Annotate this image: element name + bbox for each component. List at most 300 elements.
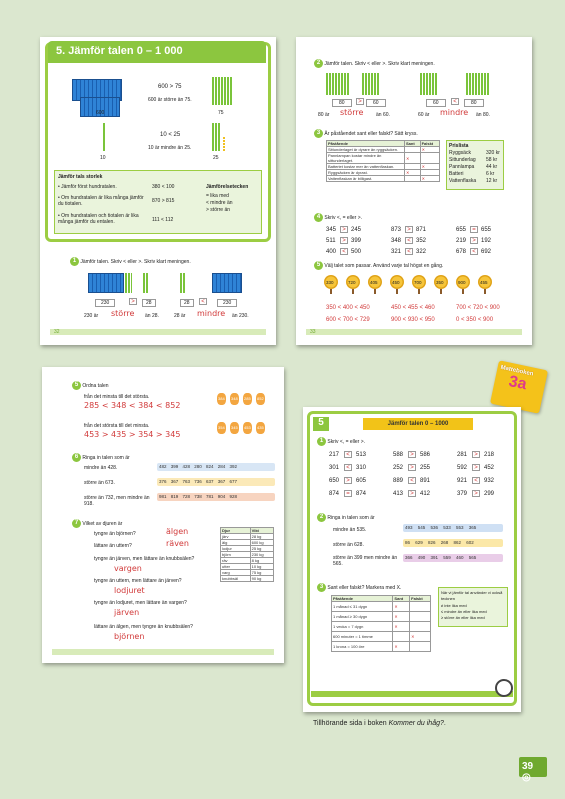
subtask: större än 399 men mindre än 565.	[333, 555, 398, 567]
subtask: tyngre än björnen?	[94, 531, 136, 537]
animal-weight: 75 kg	[250, 570, 273, 576]
checkbox-false[interactable]	[410, 642, 431, 652]
exercise-text: Ringa in talen som är	[327, 514, 375, 521]
price-value: 44 kr	[486, 164, 498, 170]
exercise-text: Jämför talen. Skriv < eller >. Skriv klart meningen.	[80, 258, 191, 265]
number-row: 981 819 728 738 781 904 928	[157, 493, 275, 501]
number-card: 348	[230, 393, 239, 405]
checkbox-true[interactable]: ✕	[393, 602, 410, 612]
comparison-sign-box: >	[344, 477, 352, 484]
comparison-sign-box: >	[356, 98, 364, 105]
checkbox-true[interactable]: ✕	[393, 612, 410, 622]
tens-rods	[466, 73, 490, 95]
subtask: mindre än 428.	[84, 465, 118, 471]
number-box: 28	[180, 299, 194, 307]
table-row	[332, 642, 431, 652]
table-row	[327, 176, 440, 182]
exercise-7	[72, 519, 122, 528]
exercise-number: 2	[314, 59, 323, 68]
table-row	[327, 153, 440, 164]
page-number-text: 39	[522, 761, 534, 772]
table-row	[221, 576, 274, 582]
subtask: större än 732, men mindre än 918.	[84, 495, 150, 507]
number-left: 400	[326, 249, 337, 255]
comparison-sign-box: >	[472, 451, 480, 458]
worksheet-page-33	[296, 37, 532, 345]
animal-name: varg	[221, 570, 251, 576]
hint-line: När vi jämför tal använder vi också tecknen	[441, 590, 503, 601]
info-example: 380 < 100	[152, 184, 175, 190]
price-value: 12 kr	[486, 178, 498, 184]
col-header: Falskt	[410, 596, 431, 602]
number-right: 692	[481, 249, 492, 255]
checkbox-false[interactable]: ✕	[420, 176, 439, 182]
animal-name: utter	[221, 564, 251, 570]
subtask: från det minsta till det största.	[84, 394, 150, 400]
comparison: 600 > 75	[158, 84, 182, 90]
comparison-sign-box: <	[451, 98, 459, 105]
comparison-sign-box: <	[344, 464, 352, 471]
number-right: 255	[420, 465, 431, 471]
page-footer	[306, 329, 522, 335]
worksheet-page-32	[40, 37, 276, 345]
checkbox-false[interactable]	[410, 622, 431, 632]
price-item: Ryggsäck	[449, 150, 471, 156]
table-row	[327, 164, 440, 170]
exercise-6	[72, 453, 130, 462]
textbook-cover	[490, 360, 548, 413]
caption	[313, 720, 446, 727]
exercise-3	[314, 129, 418, 138]
comparison-sign-box: >	[472, 490, 480, 497]
comparison-sign-box: <	[340, 248, 348, 255]
exercise-number: 1	[70, 257, 79, 266]
number-left: 301	[329, 465, 340, 471]
worksheet-page-practice	[42, 367, 284, 663]
comparison-sign-box: <	[470, 248, 478, 255]
number-left: 592	[457, 465, 468, 471]
tree-trunk-icon	[440, 289, 442, 294]
answer-line: 600 < 700 < 729	[326, 317, 370, 323]
animal-weight: 600 kg	[250, 540, 273, 546]
subtask: tyngre än järven, men lättare än knubbsälen?	[94, 556, 195, 562]
number-box: 80	[464, 99, 484, 107]
col-header: Djur	[221, 528, 251, 534]
number-right: 500	[351, 249, 362, 255]
subtask: lättare än uttern?	[94, 543, 132, 549]
tens-rods	[143, 273, 148, 293]
handwritten-answer: älgen	[166, 527, 189, 536]
table-row	[332, 602, 431, 612]
statement: 1 krona = 100 öre	[332, 642, 393, 652]
checkbox-true[interactable]	[393, 632, 410, 642]
number-left: 379	[457, 491, 468, 497]
exercise-text: Vilket av djuren är	[82, 520, 123, 527]
number-left: 413	[393, 491, 404, 497]
exercise-text: Sant eller falskt? Markera med X.	[327, 584, 402, 591]
checkbox-true[interactable]: ✕	[393, 622, 410, 632]
statement: Batteriet kostar mer än vattenflaskan.	[327, 164, 405, 170]
exercise-text: Skriv <, = eller >.	[327, 438, 366, 445]
number-card: 852	[256, 393, 265, 405]
comparison-sign-box: >	[405, 226, 413, 233]
tens-rods	[125, 273, 132, 293]
number-right: 874	[356, 491, 367, 497]
page-corner-icon: ◎	[522, 772, 531, 783]
comparison-sign-box: <	[199, 298, 207, 305]
ones-cubes	[223, 137, 225, 151]
comparison-sign-box: <	[472, 477, 480, 484]
comparison-sign-box: <	[344, 451, 352, 458]
comparison-sign-box: >	[340, 226, 348, 233]
tree-number: 720	[348, 280, 356, 285]
book-title: Matteboken	[499, 364, 534, 378]
tens-rods	[180, 273, 185, 293]
number-label: 10	[100, 155, 106, 161]
statement: 1 månad ≥ 30 dygn	[332, 612, 393, 622]
hint-line: ≥ större än eller lika med	[441, 615, 485, 620]
statement: Sittunderlaget är dyrare än ryggsäcken.	[327, 147, 405, 153]
number-left: 874	[329, 491, 340, 497]
sign-line: = lika med	[206, 193, 229, 199]
answer-line: 900 < 930 < 950	[391, 317, 435, 323]
handwritten-answer: större	[340, 108, 364, 117]
comparison-sentence: 10 är mindre än 25.	[148, 145, 192, 151]
section-tag: 5	[313, 417, 329, 431]
number-right: 245	[351, 227, 362, 233]
number-card: 453	[243, 422, 252, 434]
handwritten-answer: vargen	[114, 564, 142, 573]
number-right: 310	[356, 465, 367, 471]
exercise-number: 4	[314, 213, 323, 222]
comparison-sign-box: =	[344, 490, 352, 497]
page-footer	[311, 691, 513, 697]
number-label: 75	[218, 110, 224, 116]
animal-weight: 10 kg	[250, 564, 273, 570]
info-example: 870 > 815	[152, 198, 175, 204]
handwritten-answer: lodjuret	[114, 586, 145, 595]
number-box: 28	[142, 299, 156, 307]
tree-number: 900	[458, 280, 466, 285]
animal-name: knubbsäl	[221, 576, 251, 582]
number-card: 345	[230, 422, 239, 434]
statement: Vattenflaskan är billigast.	[327, 176, 405, 182]
number-right: 322	[416, 249, 427, 255]
tens-rods	[103, 123, 106, 151]
number-right: 586	[420, 452, 431, 458]
exercise-text: Välj talet som passar. Använd varje tal högst en gång.	[324, 262, 444, 269]
animal-name: räv	[221, 558, 251, 564]
comparison-sign-box: <	[408, 477, 416, 484]
comparison-sign-box: <	[405, 248, 413, 255]
checkbox-false[interactable]	[410, 602, 431, 612]
statement: 600 minuter = 1 timme	[332, 632, 393, 642]
table-row	[332, 612, 431, 622]
subtask: lättare än älgen, men tyngre än knubbsälen?	[94, 624, 193, 630]
comparison-sign-box: <	[405, 237, 413, 244]
number-right: 412	[420, 491, 431, 497]
handwritten-answer: björnen	[114, 632, 145, 641]
comparison-sign-box: >	[472, 464, 480, 471]
checkbox-false[interactable]	[410, 612, 431, 622]
sentence-prefix: 80 är	[318, 112, 330, 118]
number-row: 366 490 391 559 460 565	[403, 554, 503, 562]
table-row	[327, 147, 440, 153]
exercise-number: 3	[317, 583, 326, 592]
checkbox-false[interactable]	[420, 153, 439, 164]
number-left: 217	[329, 452, 340, 458]
exercise-text: Är påståendet sant eller falskt? Sätt kryss.	[324, 130, 418, 137]
tens-rods	[420, 73, 438, 95]
caption-book-title: Kommer du ihåg?	[388, 720, 444, 727]
checkbox-true[interactable]: ✕	[405, 153, 421, 164]
exercise-number: 1	[317, 437, 326, 446]
number-left: 655	[456, 227, 467, 233]
number-right: 299	[484, 491, 495, 497]
tree-trunk-icon	[396, 289, 398, 294]
page-tag: 32	[54, 329, 60, 335]
sentence-prefix: 230 är	[84, 313, 99, 319]
tens-rods	[326, 73, 350, 95]
caption-text: Tillhörande sida i boken	[313, 720, 389, 727]
sentence-suffix: än 60.	[376, 112, 390, 118]
statement-table	[326, 140, 440, 182]
checkbox-true[interactable]	[405, 176, 421, 182]
animal-name: älg	[221, 540, 251, 546]
number-right: 932	[484, 478, 495, 484]
page-title: 5. Jämför talen 0 – 1 000	[48, 41, 266, 63]
subtask: tyngre än lodjuret, men lättare än vargen?	[94, 600, 187, 606]
tens-rods	[212, 123, 220, 151]
comparison-sign-box: >	[408, 490, 416, 497]
checkbox-false[interactable]: ✕	[420, 147, 439, 153]
exercise-2	[314, 59, 435, 68]
tree-number: 450	[392, 280, 400, 285]
subtask: mindre än 535.	[333, 527, 367, 533]
exercise-text: Skriv <, = eller >.	[324, 214, 363, 221]
comparison-sign-box: >	[408, 464, 416, 471]
statement: 1 månad ≤ 31 dygn	[332, 602, 393, 612]
page-number	[519, 757, 547, 783]
number-row: 376 367 763 736 637 367 677	[157, 478, 275, 486]
page-footer	[52, 649, 274, 655]
price-value: 58 kr	[486, 157, 498, 163]
number-right: 871	[416, 227, 427, 233]
number-right: 452	[484, 465, 495, 471]
subtask: tyngre än uttern, men lättare än järven?	[94, 578, 182, 584]
tree-trunk-icon	[462, 289, 464, 294]
number-right: 655	[481, 227, 492, 233]
number-right: 605	[356, 478, 367, 484]
col-header: Sant	[405, 141, 421, 147]
exercise-1	[70, 257, 191, 266]
number-right: 891	[420, 478, 431, 484]
handwritten-answer: mindre	[197, 309, 226, 318]
price-heading: Prislista	[449, 143, 469, 149]
tree-trunk-icon	[374, 289, 376, 294]
mascot-icon	[495, 679, 513, 697]
info-line: • Om hundratalen och tiotalen är lika många jämför du entalen.	[58, 213, 139, 225]
info-example: 111 < 112	[152, 217, 174, 223]
checkbox-false[interactable]: ✕	[420, 164, 439, 170]
number-box: 230	[95, 299, 115, 307]
comparison-sentence: 600 är större än 75.	[148, 97, 192, 103]
exercise-number: 3	[314, 129, 323, 138]
signs-heading: Jämförelsetecken	[206, 184, 249, 190]
price-item: Vattenflaska	[449, 178, 477, 184]
price-value: 320 kr	[486, 150, 500, 156]
number-left: 588	[393, 452, 404, 458]
answer-line: 0 < 350 < 900	[456, 317, 494, 323]
tree-number: 330	[326, 280, 334, 285]
statement: 1 vecka = 7 dygn	[332, 622, 393, 632]
col-header: Påstående	[327, 141, 405, 147]
book-grade: 3a	[507, 372, 529, 394]
handwritten-answer: större	[111, 309, 135, 318]
caption-end: .	[443, 720, 446, 727]
info-heading: Jämför tals storlek	[58, 174, 103, 180]
exercise-5	[72, 381, 109, 390]
exercise-5	[314, 261, 443, 270]
page-title: Jämför talen 0 – 1000	[363, 418, 473, 430]
sign-line: < mindre än	[206, 200, 233, 206]
number-left: 345	[326, 227, 337, 233]
worksheet-kommer-du-ihag	[303, 407, 521, 712]
exercise-2	[317, 513, 375, 522]
tree-number: 405	[370, 280, 378, 285]
exercise-number: 7	[72, 519, 81, 528]
animal-name: järv	[221, 534, 251, 540]
checkbox-false[interactable]: ✕	[410, 632, 431, 642]
exercise-number: 6	[72, 453, 81, 462]
tree-trunk-icon	[418, 289, 420, 294]
number-card: 354	[217, 422, 226, 434]
statement: Pannlampan kostar mindre än sittunderlaget.	[327, 153, 405, 164]
price-item: Batteri	[449, 171, 464, 177]
handwritten-answer: 453 > 435 > 354 > 345	[84, 430, 181, 439]
checkbox-true[interactable]: ✕	[405, 170, 421, 176]
col-header: Vikt	[250, 528, 273, 534]
info-line: • Jämför först hundratalen.	[58, 184, 117, 190]
col-header: Falskt	[420, 141, 439, 147]
sentence-suffix: än 230.	[232, 313, 249, 319]
sentence-suffix: än 28.	[145, 313, 159, 319]
exercise-3	[317, 583, 401, 592]
number-right: 218	[484, 452, 495, 458]
animal-weight: 8 kg	[250, 558, 273, 564]
col-header: Sant	[393, 596, 410, 602]
handwritten-answer: 285 < 348 < 384 < 852	[84, 401, 181, 410]
animal-weight: 28 kg	[250, 534, 273, 540]
table-row	[332, 622, 431, 632]
number-left: 678	[456, 249, 467, 255]
exercise-4	[314, 213, 362, 222]
comparison-sign-box: >	[408, 451, 416, 458]
tens-rods	[212, 77, 232, 105]
subtask: från det största till det minsta.	[84, 423, 150, 429]
number-right: 352	[416, 238, 427, 244]
tree-number: 455	[480, 280, 488, 285]
tree-trunk-icon	[330, 289, 332, 294]
number-box: 60	[426, 99, 446, 107]
comparison-sign-box: >	[470, 237, 478, 244]
tree-trunk-icon	[484, 289, 486, 294]
number-right: 192	[481, 238, 492, 244]
animal-weight: 25 kg	[250, 546, 273, 552]
number-left: 281	[457, 452, 468, 458]
number-card: 384	[217, 393, 226, 405]
animal-name: björn	[221, 552, 251, 558]
price-item: Sittunderlag	[449, 157, 476, 163]
number-label: 600	[96, 110, 105, 116]
number-left: 511	[326, 238, 336, 244]
page-tag: 33	[310, 329, 316, 335]
comparison-sign-box: >	[340, 237, 348, 244]
hundreds-blocks	[212, 273, 242, 293]
hundreds-blocks	[88, 273, 124, 293]
checkbox-true[interactable]: ✕	[393, 642, 410, 652]
price-item: Pannlampa	[449, 164, 475, 170]
exercise-number: 2	[317, 513, 326, 522]
subtask: större än 628.	[333, 542, 364, 548]
exercise-text: Jämför talen. Skriv < eller >. Skriv klart meningen.	[324, 60, 435, 67]
tree-trunk-icon	[352, 289, 354, 294]
number-left: 348	[391, 238, 402, 244]
number-label: 25	[213, 155, 219, 161]
handwritten-answer: mindre	[440, 108, 469, 117]
hint-line: ≤ mindre än eller lika med	[441, 609, 487, 614]
exercise-1	[317, 437, 365, 446]
number-left: 873	[391, 227, 402, 233]
number-row: 493 545 536 533 553 365	[403, 524, 503, 532]
table-row	[332, 632, 431, 642]
true-false-table	[331, 595, 431, 652]
exercise-text: Ordna talen	[82, 382, 109, 389]
statement: Ryggsäcken är dyrast.	[327, 170, 405, 176]
comparison: 10 < 25	[160, 132, 181, 138]
page-footer	[50, 329, 266, 335]
answer-line: 700 < 720 < 900	[456, 305, 500, 311]
comparison-sign-box: =	[470, 226, 478, 233]
tree-number: 700	[414, 280, 422, 285]
number-card: 285	[243, 393, 252, 405]
number-row: 86 629 826 268 862 602	[403, 539, 503, 547]
number-box: 60	[366, 99, 386, 107]
handwritten-answer: räven	[166, 539, 189, 548]
animal-weight-table	[220, 527, 274, 582]
exercise-number: 5	[72, 381, 81, 390]
sign-line: > större än	[206, 207, 231, 213]
subtask: större än 673.	[84, 480, 115, 486]
hint-line: ≠ inte lika med	[441, 603, 467, 608]
sentence-prefix: 28 är	[174, 313, 186, 319]
number-left: 889	[393, 478, 404, 484]
number-right: 513	[356, 452, 367, 458]
exercise-text: Ringa in talen som är	[82, 454, 130, 461]
number-left: 252	[393, 465, 404, 471]
number-row: 482 399 428 280 824 284 392	[157, 463, 275, 471]
info-line: • Om hundratalen är lika många jämför du tiotalen.	[58, 195, 144, 207]
tree-number: 350	[436, 280, 444, 285]
handwritten-answer: järven	[114, 608, 140, 617]
number-card: 435	[256, 422, 265, 434]
answer-line: 450 < 455 < 460	[391, 305, 435, 311]
animal-name: lodjur	[221, 546, 251, 552]
exercise-number: 5	[314, 261, 323, 270]
number-right: 399	[351, 238, 362, 244]
number-left: 321	[391, 249, 402, 255]
answer-line: 350 < 400 < 450	[326, 305, 370, 311]
